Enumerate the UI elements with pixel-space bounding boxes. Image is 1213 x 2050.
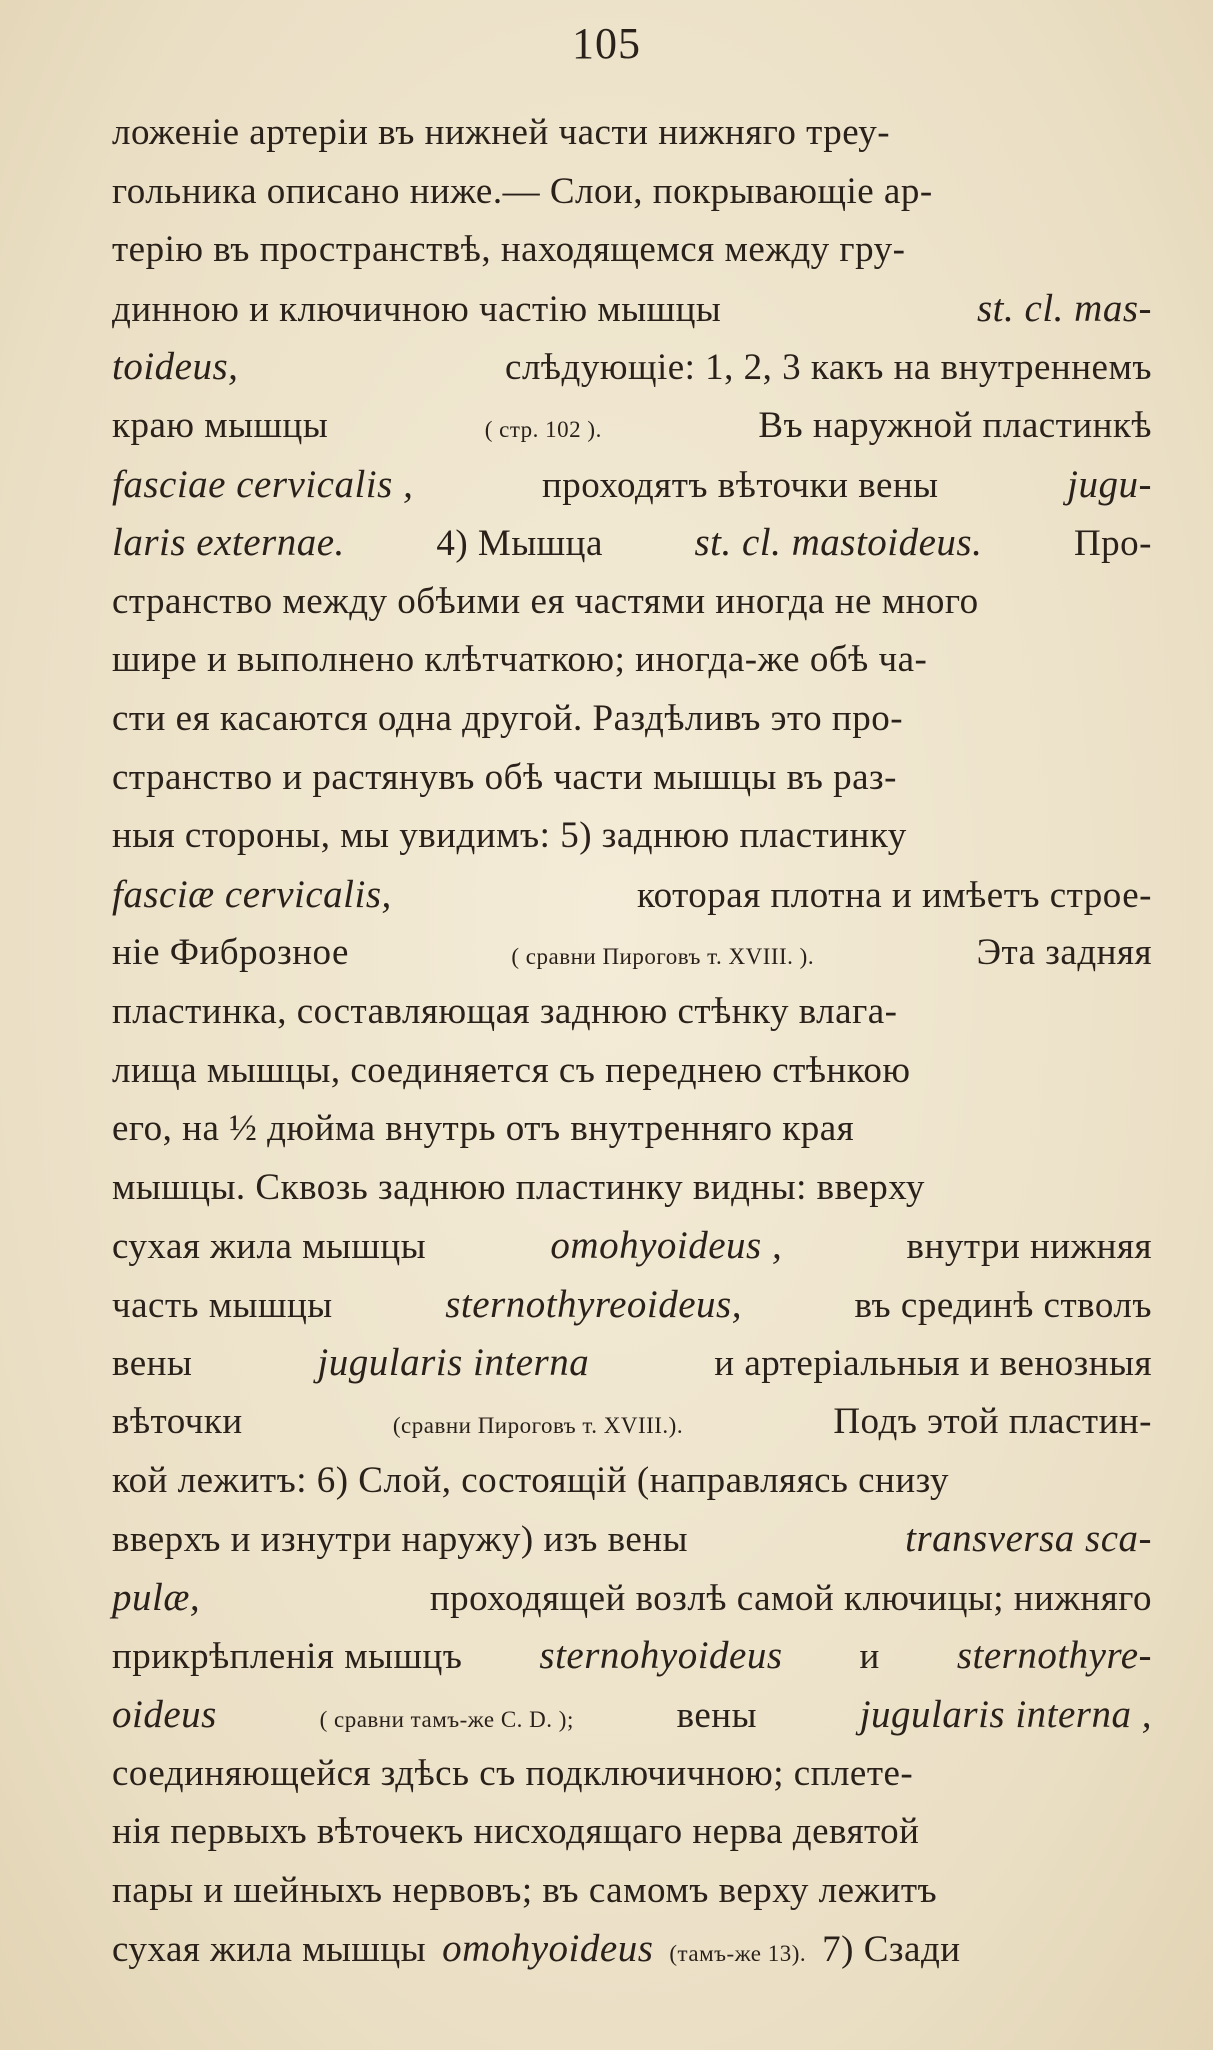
text-segment: странство и растянувъ обѣ части мышцы въ раз- [112,756,897,798]
text-segment: проходятъ вѣточки вены [541,464,939,506]
text-line [112,1159,1152,1218]
latin-term: jugularis interna , [859,1693,1152,1737]
latin-term: fasciae cervicalis , [112,462,414,506]
text-segment: ніе Фиброзное [112,932,349,974]
text-segment: которая плотна и имѣетъ строе- [637,874,1152,916]
text-line [112,1803,1152,1862]
text-segment: часть мышцы [112,1284,333,1326]
text-segment: сти ея касаются одна другой. Раздѣливъ это про- [112,697,904,739]
text-segment: пластинка, составляющая заднюю стѣнку влага- [112,990,898,1032]
latin-term: jugu- [1067,462,1152,506]
latin-term: sternothyre- [956,1634,1152,1678]
latin-term: jugularis interna [317,1341,590,1385]
text-segment: вѣточки [112,1401,243,1443]
text-segment: нія первыхъ вѣточекъ нисходящаго нерва девятой [112,1811,920,1853]
text-segment: слѣдующіе: 1, 2, 3 какъ на внутреннемъ [505,347,1152,389]
text-segment: кой лежитъ: 6) Слой, состоящій (направляясь снизу [112,1459,950,1501]
text-line [112,163,1152,222]
text-segment: сухая жила мышцы [112,1929,427,1971]
text-segment: внутри нижняя [906,1226,1152,1268]
latin-term: laris externae. [112,521,345,565]
text-line [112,280,1152,339]
text-line [112,1452,1152,1511]
text-line [112,1686,1152,1745]
latin-term: omohyoideus , [550,1224,783,1268]
latin-term: toideus, [112,345,239,389]
text-line [112,456,1152,515]
body-text [112,104,1152,1979]
text-segment: въ срединѣ стволъ [854,1284,1152,1326]
text-line [112,690,1152,749]
text-line [112,1510,1152,1569]
latin-term: transversa sca- [905,1517,1152,1561]
text-segment: шире и выполнено клѣтчаткою; иногда-же обѣ ча- [112,639,928,681]
latin-term: pulæ, [112,1575,201,1619]
text-line [112,1100,1152,1159]
text-segment: вены [676,1695,757,1737]
text-segment: гольника описано ниже.— Слои, покрывающіе ар- [112,170,933,212]
latin-term: omohyoideus [442,1927,654,1971]
latin-term: oideus [112,1693,217,1737]
text-segment: мышцы. Сквозь заднюю пластинку видны: вверху [112,1166,925,1208]
text-segment: странство между обѣими ея частями иногда не много [112,580,979,622]
reference-note: ( сравни Пироговъ т. XVIII. ). [511,944,815,970]
text-segment: Эта задняя [976,932,1152,974]
text-segment: Про- [1073,523,1152,565]
text-line [112,338,1152,397]
text-line [112,1217,1152,1276]
text-line [112,1334,1152,1393]
text-line [112,1745,1152,1804]
text-line [112,1393,1152,1452]
latin-term: fasciæ cervicalis, [112,872,392,916]
text-line [112,807,1152,866]
text-line [112,1862,1152,1921]
reference-note: ( сравни тамъ-же С. D. ); [319,1707,574,1733]
text-segment: 4) Мышца [436,523,603,565]
text-line [112,1276,1152,1335]
text-line [112,1627,1152,1686]
text-line [112,1569,1152,1628]
text-line [112,514,1152,573]
text-line [112,1042,1152,1101]
page-number: 105 [572,19,641,68]
text-segment: прикрѣпленія мышцъ [112,1636,463,1678]
text-segment: проходящей возлѣ самой ключицы; нижняго [429,1577,1152,1619]
text-line [112,631,1152,690]
text-segment: ныя стороны, мы увидимъ: 5) заднюю пластинку [112,815,907,857]
text-segment: и [859,1636,880,1678]
text-line [112,983,1152,1042]
latin-term: sternothyreoideus, [445,1282,742,1326]
text-segment: вверхъ и изнутри наружу) изъ вены [112,1519,688,1561]
reference-note: (сравни Пироговъ т. XVIII.). [392,1413,684,1439]
text-segment: краю мышцы [112,404,329,446]
text-line [112,924,1152,983]
text-segment: вены [112,1343,193,1385]
text-segment: соединяющейся здѣсь съ подключичною; сплете- [112,1752,914,1794]
text-line [112,104,1152,163]
text-segment: Въ наружной пластинкѣ [758,404,1152,446]
text-line [112,221,1152,280]
text-segment: Подъ этой пластин- [833,1401,1152,1443]
text-segment: 7) Сзади [822,1929,961,1971]
text-segment: сухая жила мышцы [112,1226,427,1268]
text-line [112,1920,1152,1979]
latin-term: sternohyoideus [539,1634,783,1678]
text-segment: его, на ½ дюйма внутрь отъ внутренняго края [112,1108,855,1150]
reference-note: (тамъ-же 13). [669,1941,807,1967]
latin-term: st. cl. mas- [977,286,1152,330]
reference-note: ( стр. 102 ). [484,416,602,442]
text-segment: ложеніе артеріи въ нижней части нижняго треу- [112,112,891,153]
text-segment: пары и шейныхъ нервовъ; въ самомъ верху лежитъ [112,1869,938,1911]
text-line [112,749,1152,808]
latin-term: st. cl. mastoideus. [694,521,983,565]
text-segment: терію въ пространствѣ, находящемся между гру- [112,229,906,271]
text-segment: динною и ключичною частію мышцы [112,288,722,330]
text-segment: лища мышцы, соединяется съ переднею стѣнкою [112,1049,911,1091]
text-line [112,397,1152,456]
text-line [112,866,1152,925]
text-segment: и артеріальныя и венозныя [714,1343,1152,1385]
text-line [112,573,1152,632]
